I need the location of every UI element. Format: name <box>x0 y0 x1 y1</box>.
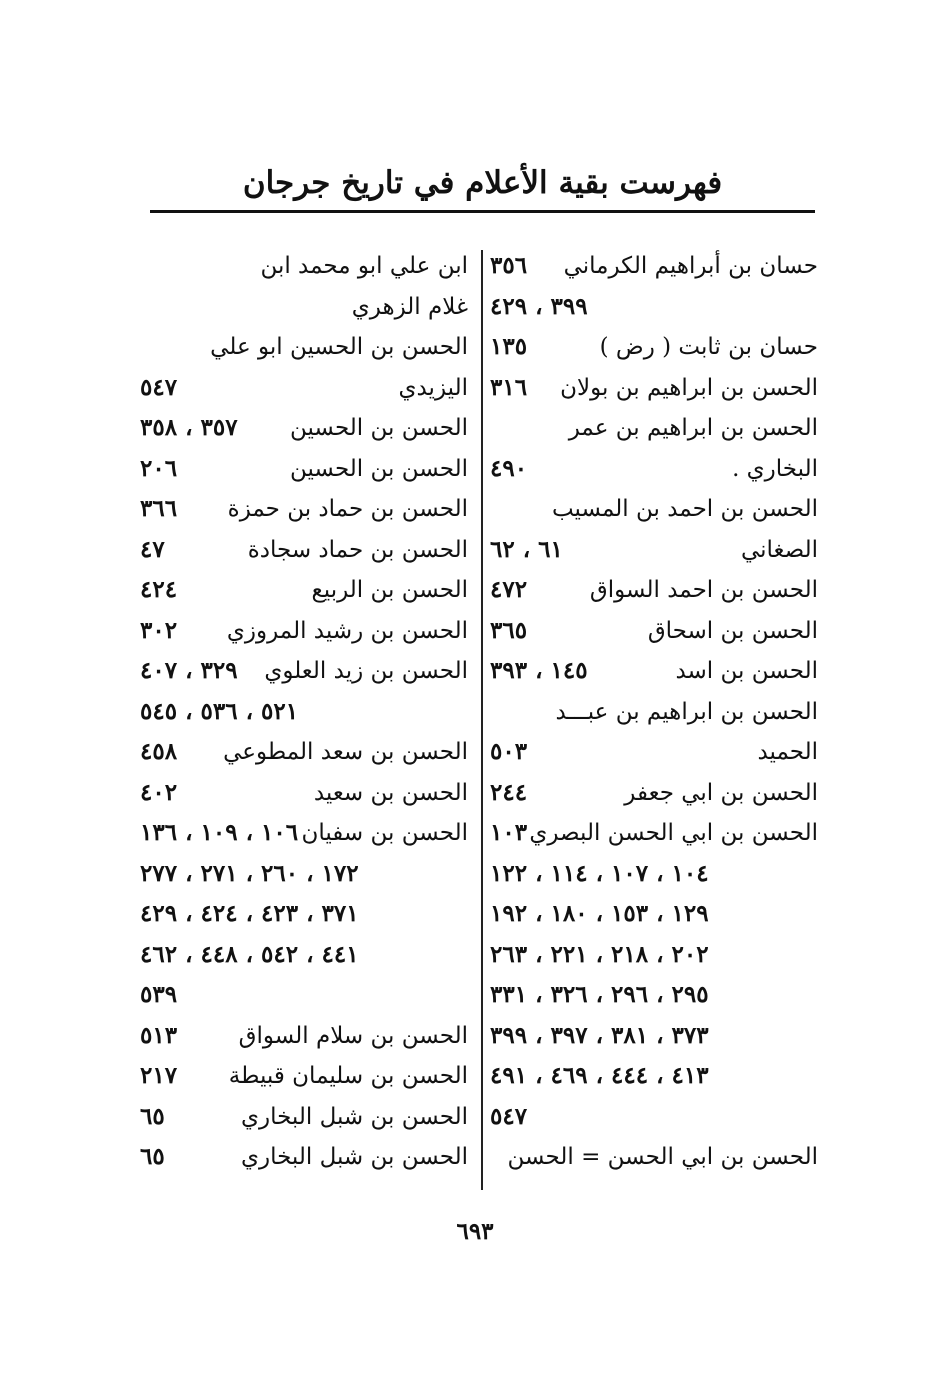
index-entry <box>490 732 818 772</box>
page-title: فهرست بقية الأعلام في تاريخ جرجان <box>242 165 723 201</box>
entry-name: الحسن بن رشيد المروزي <box>226 617 468 644</box>
index-entry <box>490 368 818 408</box>
entry-name: الحسن بن الحسين <box>289 455 468 482</box>
index-entry <box>140 894 468 934</box>
entry-page-refs: ١٧٢ ، ٢٦٠ ، ٢٧١ ، ٢٧٧ <box>140 859 359 887</box>
entry-page-refs: ١٠٣ <box>490 819 528 846</box>
entry-page-refs: ٣٦٦ <box>140 495 178 522</box>
entry-name: الحسن بن الحسين <box>289 415 468 441</box>
index-entry <box>490 489 818 529</box>
entry-name: الحسن بن زيد العلوي <box>264 658 468 684</box>
index-entry <box>140 935 468 975</box>
index-entry <box>140 570 468 610</box>
index-entry <box>140 327 468 367</box>
entry-page-refs: ٤٧ <box>140 535 165 563</box>
entry-page-refs: ٦٥ <box>140 1143 165 1170</box>
entry-name: الحسن بن ابي الحسن = الحسن <box>507 1144 818 1170</box>
entry-page-refs: ١٠٦ ، ١٠٩ ، ١٣٦ <box>140 819 299 846</box>
index-entry <box>490 1097 818 1137</box>
index-entry <box>140 611 468 651</box>
entry-name: الحسن بن ابراهيم بن عبـــد <box>555 698 818 725</box>
entry-page-refs: ٤٩٠ <box>490 454 528 482</box>
entry-page-refs: ٤٧٢ <box>490 576 528 603</box>
entry-name: حسان بن ثابت ( رض ) <box>599 334 818 360</box>
index-entry <box>140 1056 468 1096</box>
entry-name: الحسن بن الحسين ابو علي <box>210 334 468 360</box>
index-entry <box>140 246 468 286</box>
entry-name: الحسن بن ابي الحسن البصري <box>529 820 818 846</box>
index-entry <box>490 1056 818 1096</box>
entry-name: الحسن بن ابي جعفر <box>624 779 818 806</box>
index-entry <box>490 449 818 489</box>
index-entry <box>140 1137 468 1177</box>
index-entry <box>140 530 468 570</box>
index-entry <box>140 489 468 529</box>
entry-page-refs: ١٣٥ <box>490 333 528 360</box>
entry-page-refs: ٣٩٩ ، ٤٢٩ <box>490 292 588 320</box>
title-divider <box>150 210 815 213</box>
entry-name: ابن علي ابو محمد ابن <box>260 253 468 279</box>
page-number: ٦٩٣ <box>456 1218 494 1245</box>
index-entry <box>490 327 818 367</box>
index-entry <box>490 813 818 853</box>
index-entry <box>490 854 818 894</box>
entry-page-refs: ٣٥٦ <box>490 252 528 279</box>
entry-name: الحسن بن ابراهيم بن عمر <box>568 415 818 441</box>
entry-name: الحسن بن اسد <box>675 658 818 684</box>
entry-page-refs: ٣٢٩ ، ٤٠٧ <box>140 657 238 684</box>
entry-page-refs: ٣٦٥ <box>490 616 528 644</box>
index-entry <box>140 692 468 732</box>
entry-name: غلام الزهري <box>351 293 468 320</box>
entry-page-refs: ١٢٩ ، ١٥٣ ، ١٨٠ ، ١٩٢ <box>490 900 709 927</box>
entry-name: الحسن بن احمد السواق <box>589 577 818 603</box>
index-entry <box>490 773 818 813</box>
index-entry <box>140 854 468 894</box>
entry-page-refs: ٥٤٧ <box>490 1102 528 1130</box>
index-entry <box>490 246 818 286</box>
index-entry <box>140 449 468 489</box>
entry-name: حسان بن أبراهيم الكرماني <box>563 253 818 279</box>
entry-page-refs: ٤١٣ ، ٤٤٤ ، ٤٦٩ ، ٤٩١ <box>490 1062 709 1089</box>
index-entry <box>490 287 818 327</box>
entry-page-refs: ٥٠٣ <box>490 738 528 765</box>
index-entry <box>490 1137 818 1177</box>
entry-name: الصغاني <box>740 536 818 563</box>
index-entry <box>140 1097 468 1137</box>
entry-name: الحسن بن شبل البخاري <box>240 1103 468 1130</box>
entry-page-refs: ٣٧١ ، ٤٢٣ ، ٤٢٤ ، ٤٢٩ <box>140 900 359 927</box>
entry-page-refs: ٦٥ <box>140 1102 165 1130</box>
column-divider <box>481 250 483 1190</box>
entry-page-refs: ١٤٥ ، ٣٩٣ <box>490 657 588 684</box>
entry-name: الحسن بن احمد بن المسيب <box>551 496 818 522</box>
entry-page-refs: ٢٠٦ <box>140 454 178 482</box>
entry-page-refs: ٥٢١ ، ٥٣٦ ، ٥٤٥ <box>140 697 299 725</box>
entry-page-refs: ٦١ ، ٦٢ <box>490 535 563 563</box>
entry-page-refs: ٤٥٨ <box>140 738 178 765</box>
entry-page-refs: ٤٠٢ <box>140 778 178 806</box>
index-entry <box>490 408 818 448</box>
entry-page-refs: ٢٠٢ ، ٢١٨ ، ٢٢١ ، ٢٦٣ <box>490 940 709 968</box>
entry-name: الحسن بن حماد بن حمزة <box>227 496 468 522</box>
entry-page-refs: ٥٣٩ <box>140 981 178 1008</box>
index-entry <box>140 813 468 853</box>
entry-name: البخاري . <box>732 455 818 482</box>
entry-page-refs: ٤٢٤ <box>140 576 178 603</box>
index-entry <box>140 732 468 772</box>
entry-name: الحسن بن حماد سجادة <box>247 536 468 563</box>
entry-page-refs: ٣١٦ <box>490 373 528 401</box>
index-entry <box>490 1016 818 1056</box>
entry-name: الحسن بن سعد المطوعي <box>223 739 468 765</box>
entry-name: الحسن بن سعيد <box>313 779 468 806</box>
index-entry <box>490 530 818 570</box>
entry-page-refs: ٢١٧ <box>140 1062 178 1089</box>
entry-page-refs: ٥١٣ <box>140 1021 178 1049</box>
index-entry <box>490 570 818 610</box>
entry-page-refs: ٣٠٢ <box>140 616 178 644</box>
entry-page-refs: ٢٤٤ <box>490 778 528 806</box>
entry-name: الحسن بن سلام السواق <box>238 1022 468 1049</box>
index-entry <box>490 935 818 975</box>
index-entry <box>140 287 468 327</box>
entry-page-refs: ٣٧٣ ، ٣٨١ ، ٣٩٧ ، ٣٩٩ <box>490 1021 709 1049</box>
entry-name: الحميد <box>757 739 818 765</box>
index-entry <box>490 651 818 691</box>
index-entry <box>490 975 818 1015</box>
entry-name: الحسن بن سفيان <box>301 820 468 846</box>
entry-page-refs: ٤٤١ ، ٥٤٢ ، ٤٤٨ ، ٤٦٢ <box>140 940 359 968</box>
index-entry <box>490 894 818 934</box>
entry-name: الحسن بن سليمان قبيطة <box>228 1063 468 1089</box>
entry-name: اليزيدي <box>398 374 468 401</box>
index-entry <box>140 368 468 408</box>
entry-name: الحسن بن اسحاق <box>647 617 818 644</box>
index-entry <box>490 692 818 732</box>
entry-name: الحسن بن شبل البخاري <box>240 1144 468 1170</box>
entry-page-refs: ١٠٤ ، ١٠٧ ، ١١٤ ، ١٢٢ <box>490 859 709 887</box>
entry-page-refs: ٣٥٧ ، ٣٥٨ <box>140 414 238 441</box>
entry-name: الحسن بن الربيع <box>311 577 468 603</box>
index-entry <box>140 773 468 813</box>
index-entry <box>140 408 468 448</box>
index-entry <box>140 651 468 691</box>
index-entry <box>490 611 818 651</box>
entry-page-refs: ٥٤٧ <box>140 373 178 401</box>
entry-name: الحسن بن ابراهيم بن بولان <box>560 374 818 401</box>
entry-page-refs: ٢٩٥ ، ٢٩٦ ، ٣٢٦ ، ٣٣١ <box>490 981 709 1008</box>
index-entry <box>140 1016 468 1056</box>
index-entry <box>140 975 468 1015</box>
